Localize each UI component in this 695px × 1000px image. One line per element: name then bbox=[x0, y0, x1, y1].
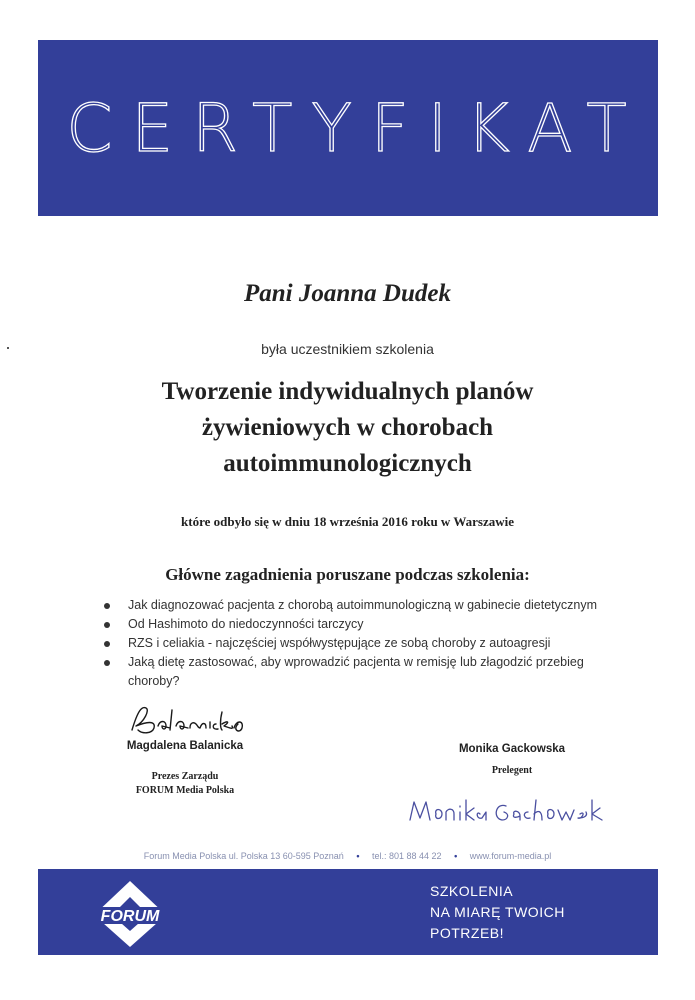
forum-logo-icon bbox=[90, 877, 170, 949]
list-item bbox=[104, 615, 624, 634]
signatory-role: Prelegent bbox=[491, 765, 533, 776]
participation-text: była uczestnikiem szkolenia bbox=[261, 341, 434, 357]
slogan-line: SZKOLENIA bbox=[430, 883, 514, 899]
signatory-company: FORUM Media Polska bbox=[135, 785, 235, 796]
list-item bbox=[104, 596, 624, 615]
bullet-icon bbox=[104, 641, 110, 647]
title-banner bbox=[38, 40, 658, 216]
logo-text: FORUM bbox=[100, 908, 160, 925]
signature-block-right bbox=[442, 743, 582, 832]
topic-text: Jaką dietę zastosować, aby wprowadzić pacjenta w remisję lub złagodzić przebieg choroby? bbox=[128, 655, 584, 688]
signatory-role: Prezes Zarządu bbox=[151, 771, 219, 782]
bullet-icon bbox=[104, 603, 110, 609]
list-item bbox=[104, 653, 624, 691]
topics-heading: Główne zagadnienia poruszane podczas szkolenia: bbox=[165, 565, 530, 584]
signature-block-left bbox=[115, 700, 255, 798]
course-date: które odbyło się w dniu 18 września 2016 roku w Warszawie bbox=[181, 514, 514, 529]
footer-address: Forum Media Polska ul. Polska 13 60-595 Poznań bbox=[143, 851, 344, 861]
handwritten-signature-left bbox=[120, 700, 250, 740]
recipient-name: Pani Joanna Dudek bbox=[244, 280, 451, 307]
certificate-title: CERTYFIKAT bbox=[66, 89, 646, 167]
footer-phone: tel.: 801 88 44 22 bbox=[372, 851, 442, 861]
bullet-icon bbox=[104, 660, 110, 666]
bullet-icon bbox=[104, 622, 110, 628]
footer-website: www.forum-media.pl bbox=[469, 851, 552, 861]
course-title-line: autoimmunologicznych bbox=[223, 450, 472, 477]
list-item bbox=[104, 634, 624, 653]
topic-text: Jak diagnozować pacjenta z chorobą autoimmunologiczną w gabinecie dietetycznym bbox=[128, 598, 598, 612]
forum-logo bbox=[90, 877, 170, 949]
footer-banner bbox=[38, 869, 658, 955]
topic-text: RZS i celiakia - najczęściej współwystępujące ze sobą choroby z autoagresji bbox=[128, 636, 551, 650]
course-title-line: Tworzenie indywidualnych planów bbox=[161, 378, 534, 405]
slogan bbox=[430, 881, 630, 944]
course-title bbox=[0, 374, 695, 482]
signatory-name: Magdalena Balanicka bbox=[126, 740, 244, 752]
footer-contact bbox=[0, 851, 695, 861]
handwritten-signature-right bbox=[402, 788, 622, 832]
slogan-line: POTRZEB! bbox=[430, 925, 505, 941]
topic-text: Od Hashimoto do niedoczynności tarczycy bbox=[128, 617, 364, 631]
separator-dot-icon: • bbox=[454, 851, 458, 861]
signatory-name: Monika Gackowska bbox=[458, 743, 566, 755]
topics-list bbox=[104, 596, 624, 691]
separator-dot-icon: • bbox=[356, 851, 360, 861]
course-title-line: żywieniowych w chorobach bbox=[201, 414, 494, 441]
slogan-line: NA MIARĘ TWOICH bbox=[430, 904, 565, 920]
